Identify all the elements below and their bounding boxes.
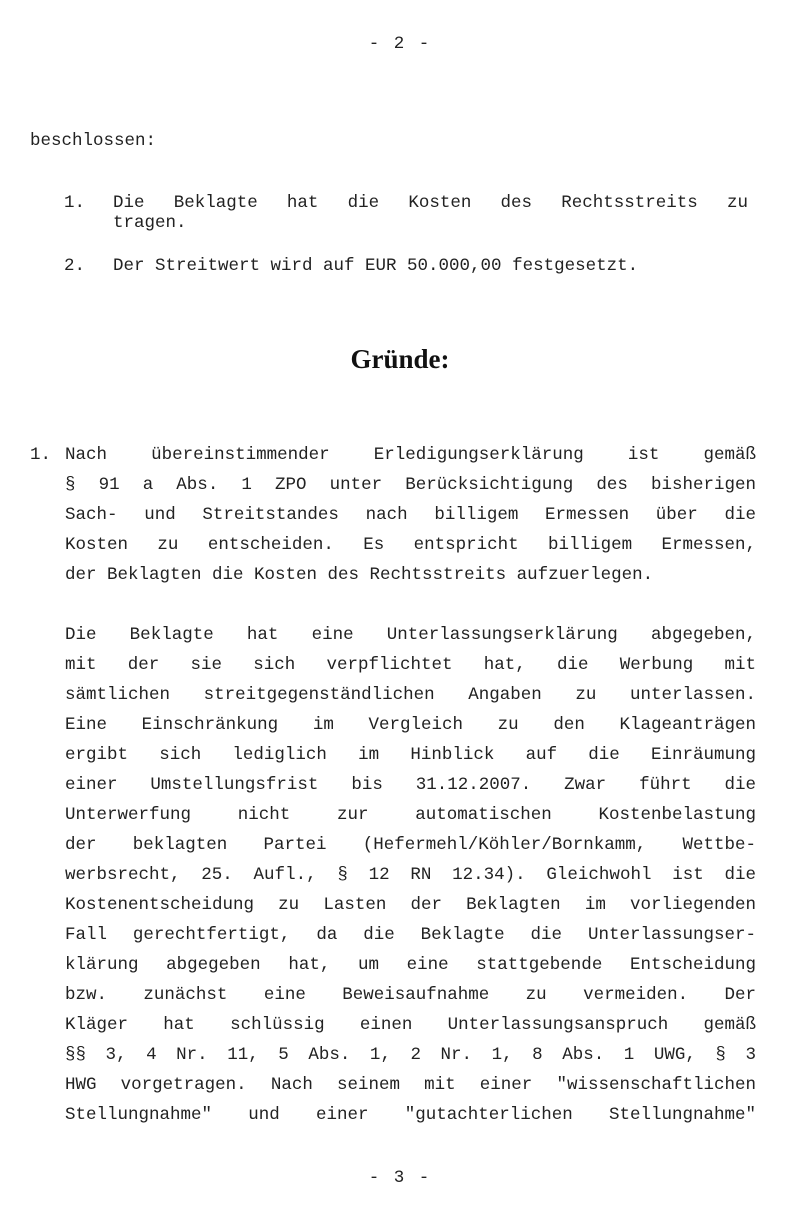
decision-line: Die Beklagte hat die Kosten des Rechtsstreits zu [113,193,748,213]
decision-number: 1. [64,193,86,213]
next-page-indicator: - 3 - [368,1168,432,1188]
text-line: klärung abgegeben hat, um eine stattgebende Entscheidung [65,955,756,975]
section-heading: Gründe: [350,344,450,374]
decision-line: Der Streitwert wird auf EUR 50.000,00 festgesetzt. [113,256,639,276]
text-line: einer Umstellungsfrist bis 31.12.2007. Zwar führt die [65,775,756,795]
text-line: Kosten zu entscheiden. Es entspricht billigem Ermessen, [65,535,756,555]
text-line: ergibt sich lediglich im Hinblick auf die Einräumung [65,745,756,765]
text-line: werbsrecht, 25. Aufl., § 12 RN 12.34). Gleichwohl ist die [65,865,756,885]
decision-line: tragen. [113,213,187,233]
text-line: sämtlichen streitgegenständlichen Angaben zu unterlassen. [65,685,756,705]
text-line: Nach übereinstimmender Erledigungserklärung ist gemäß [65,445,756,465]
text-line: der beklagten Partei (Hefermehl/Köhler/Bornkamm, Wettbe- [65,835,756,855]
text-line: HWG vorgetragen. Nach seinem mit einer "wissenschaftlichen [65,1075,756,1095]
page-number: - 2 - [368,34,432,54]
text-line: §§ 3, 4 Nr. 11, 5 Abs. 1, 2 Nr. 1, 8 Abs. 1 UWG, § 3 [65,1045,756,1065]
text-line: Eine Einschränkung im Vergleich zu den Klageanträgen [65,715,756,735]
text-line: bzw. zunächst eine Beweisaufnahme zu vermeiden. Der [65,985,756,1005]
section-number: 1. [30,445,52,465]
text-line: § 91 a Abs. 1 ZPO unter Berücksichtigung des bisherigen [65,475,756,495]
text-line: Sach- und Streitstandes nach billigem Ermessen über die [65,505,756,525]
text-line: Fall gerechtfertigt, da die Beklagte die Unterlassungser- [65,925,756,945]
intro-text: beschlossen: [30,131,157,151]
text-line: Stellungnahme" und einer "gutachterlichen Stellungnahme" [65,1105,756,1125]
paragraph-1 [65,440,756,590]
text-line: der Beklagten die Kosten des Rechtsstreits aufzuerlegen. [65,565,654,585]
decision-number: 2. [64,256,86,276]
text-line: Die Beklagte hat eine Unterlassungserklärung abgegeben, [65,625,756,645]
paragraph-2 [65,620,756,1130]
text-line: mit der sie sich verpflichtet hat, die Werbung mit [65,655,756,675]
text-line: Unterwerfung nicht zur automatischen Kostenbelastung [65,805,756,825]
text-line: Kläger hat schlüssig einen Unterlassungsanspruch gemäß [65,1015,756,1035]
text-line: Kostenentscheidung zu Lasten der Beklagten im vorliegenden [65,895,756,915]
